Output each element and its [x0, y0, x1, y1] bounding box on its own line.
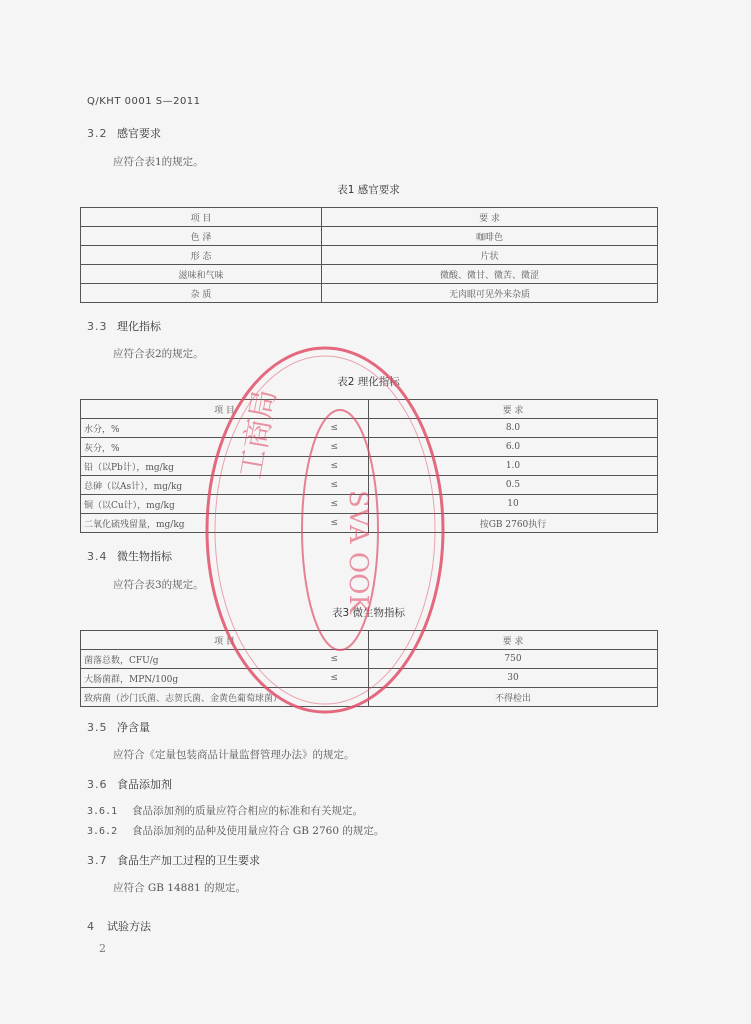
section-3-4-heading: [87, 548, 172, 564]
table-header-row: [81, 631, 658, 650]
table-cell: 无肉眼可见外来杂质: [322, 284, 658, 303]
table-cell: 6.0: [369, 438, 658, 457]
table-cell: 10: [369, 495, 658, 514]
table-cell: 灰分，%: [81, 438, 301, 457]
table2-physicochemical: [80, 399, 658, 533]
table-cell: ≤: [301, 457, 369, 476]
section-3-4-text: 应符合表3的规定。: [113, 579, 204, 591]
table-header-cell: 项 目: [81, 631, 369, 650]
table3-microbiological: [80, 630, 658, 707]
section-number: 3.3: [87, 320, 108, 333]
table-cell: ≤: [301, 514, 369, 533]
section-title: 理化指标: [117, 320, 161, 333]
table1-sensory: [80, 207, 658, 303]
section-title: 食品生产加工过程的卫生要求: [117, 854, 260, 867]
table-cell: 菌落总数，CFU/g: [81, 650, 301, 669]
table-header-cell: 项 目: [81, 208, 322, 227]
section-3-5-text: 应符合《定量包装商品计量监督管理办法》的规定。: [113, 749, 355, 761]
table-row: [81, 265, 658, 284]
table-cell: ≤: [301, 476, 369, 495]
table-row: [81, 514, 658, 533]
table-row: [81, 495, 658, 514]
table-cell: 滋味和气味: [81, 265, 322, 284]
table-cell: 片状: [322, 246, 658, 265]
table-cell: 咖啡色: [322, 227, 658, 246]
section-number: 4: [87, 920, 95, 933]
table-row: [81, 688, 658, 707]
table-cell: 0.5: [369, 476, 658, 495]
table-cell: 1.0: [369, 457, 658, 476]
table-row: [81, 438, 658, 457]
table-cell: 形 态: [81, 246, 322, 265]
section-title: 试验方法: [107, 920, 151, 933]
table-cell: ≤: [301, 650, 369, 669]
table-cell: ≤: [301, 419, 369, 438]
section-title: 感官要求: [117, 127, 161, 140]
table-cell: 铅（以Pb计），mg/kg: [81, 457, 301, 476]
table-row: [81, 246, 658, 265]
table-cell: 色 泽: [81, 227, 322, 246]
table-cell: 8.0: [369, 419, 658, 438]
table-row: [81, 476, 658, 495]
table-cell: ≤: [301, 669, 369, 688]
table-cell: 二氧化硫残留量，mg/kg: [81, 514, 301, 533]
section-title: 净含量: [117, 721, 150, 734]
document-code: Q/KHT 0001 S—2011: [87, 96, 201, 107]
page-number: 2: [99, 942, 106, 955]
table-row: [81, 284, 658, 303]
section-3-5-heading: [87, 719, 150, 735]
section-number: 3.4: [87, 550, 108, 563]
table1-caption: 表1 感官要求: [337, 184, 400, 196]
section-3-7-heading: [87, 852, 260, 868]
table-cell: 750: [369, 650, 658, 669]
svg-text:工商局: 工商局: [233, 386, 284, 482]
table-row: [81, 669, 658, 688]
section-number: 3.2: [87, 127, 108, 140]
section-3-6-heading: [87, 776, 172, 792]
table-header-cell: 要 求: [369, 400, 658, 419]
table-cell: 致病菌（沙门氏菌、志贺氏菌、金黄色葡萄球菌）: [81, 688, 369, 707]
table-cell: ≤: [301, 495, 369, 514]
section-number: 3.7: [87, 854, 108, 867]
table-header-row: [81, 208, 658, 227]
section-3-3-text: 应符合表2的规定。: [113, 348, 204, 360]
table-cell: 铜（以Cu计），mg/kg: [81, 495, 301, 514]
section-3-2-heading: [87, 125, 161, 141]
table-row: [81, 457, 658, 476]
table-header-cell: 要 求: [369, 631, 658, 650]
section-3-6-1: [87, 803, 363, 818]
table3-caption: 表3 微生物指标: [331, 607, 406, 619]
table-header-cell: 项 目: [81, 400, 369, 419]
table-header-cell: 要 求: [322, 208, 658, 227]
section-number: 3.5: [87, 721, 108, 734]
table-cell: 不得检出: [369, 688, 658, 707]
table-row: [81, 419, 658, 438]
table2-caption: 表2 理化指标: [337, 376, 400, 388]
table-cell: 大肠菌群，MPN/100g: [81, 669, 301, 688]
table-cell: 杂 质: [81, 284, 322, 303]
table-cell: ≤: [301, 438, 369, 457]
subsection-text: 食品添加剂的质量应符合相应的标准和有关规定。: [132, 805, 363, 817]
table-cell: 30: [369, 669, 658, 688]
subsection-number: 3.6.1: [87, 806, 118, 817]
section-title: 食品添加剂: [117, 778, 172, 791]
table-cell: 微酸、微甘、微苦、微涩: [322, 265, 658, 284]
subsection-text: 食品添加剂的品种及使用量应符合 GB 2760 的规定。: [132, 825, 385, 837]
table-row: [81, 227, 658, 246]
subsection-number: 3.6.2: [87, 826, 118, 837]
table-cell: 总砷（以As计），mg/kg: [81, 476, 301, 495]
section-title: 微生物指标: [117, 550, 172, 563]
section-3-2-text: 应符合表1的规定。: [113, 156, 204, 168]
section-3-7-text: 应符合 GB 14881 的规定。: [113, 882, 247, 894]
section-number: 3.6: [87, 778, 108, 791]
table-cell: 水分，%: [81, 419, 301, 438]
section-3-3-heading: [87, 318, 161, 334]
svg-text:SVA OOK: SVA OOK: [343, 490, 373, 614]
table-cell: 按GB 2760执行: [369, 514, 658, 533]
table-header-row: [81, 400, 658, 419]
section-3-6-2: [87, 823, 384, 838]
table-row: [81, 650, 658, 669]
section-4-heading: [87, 918, 151, 934]
